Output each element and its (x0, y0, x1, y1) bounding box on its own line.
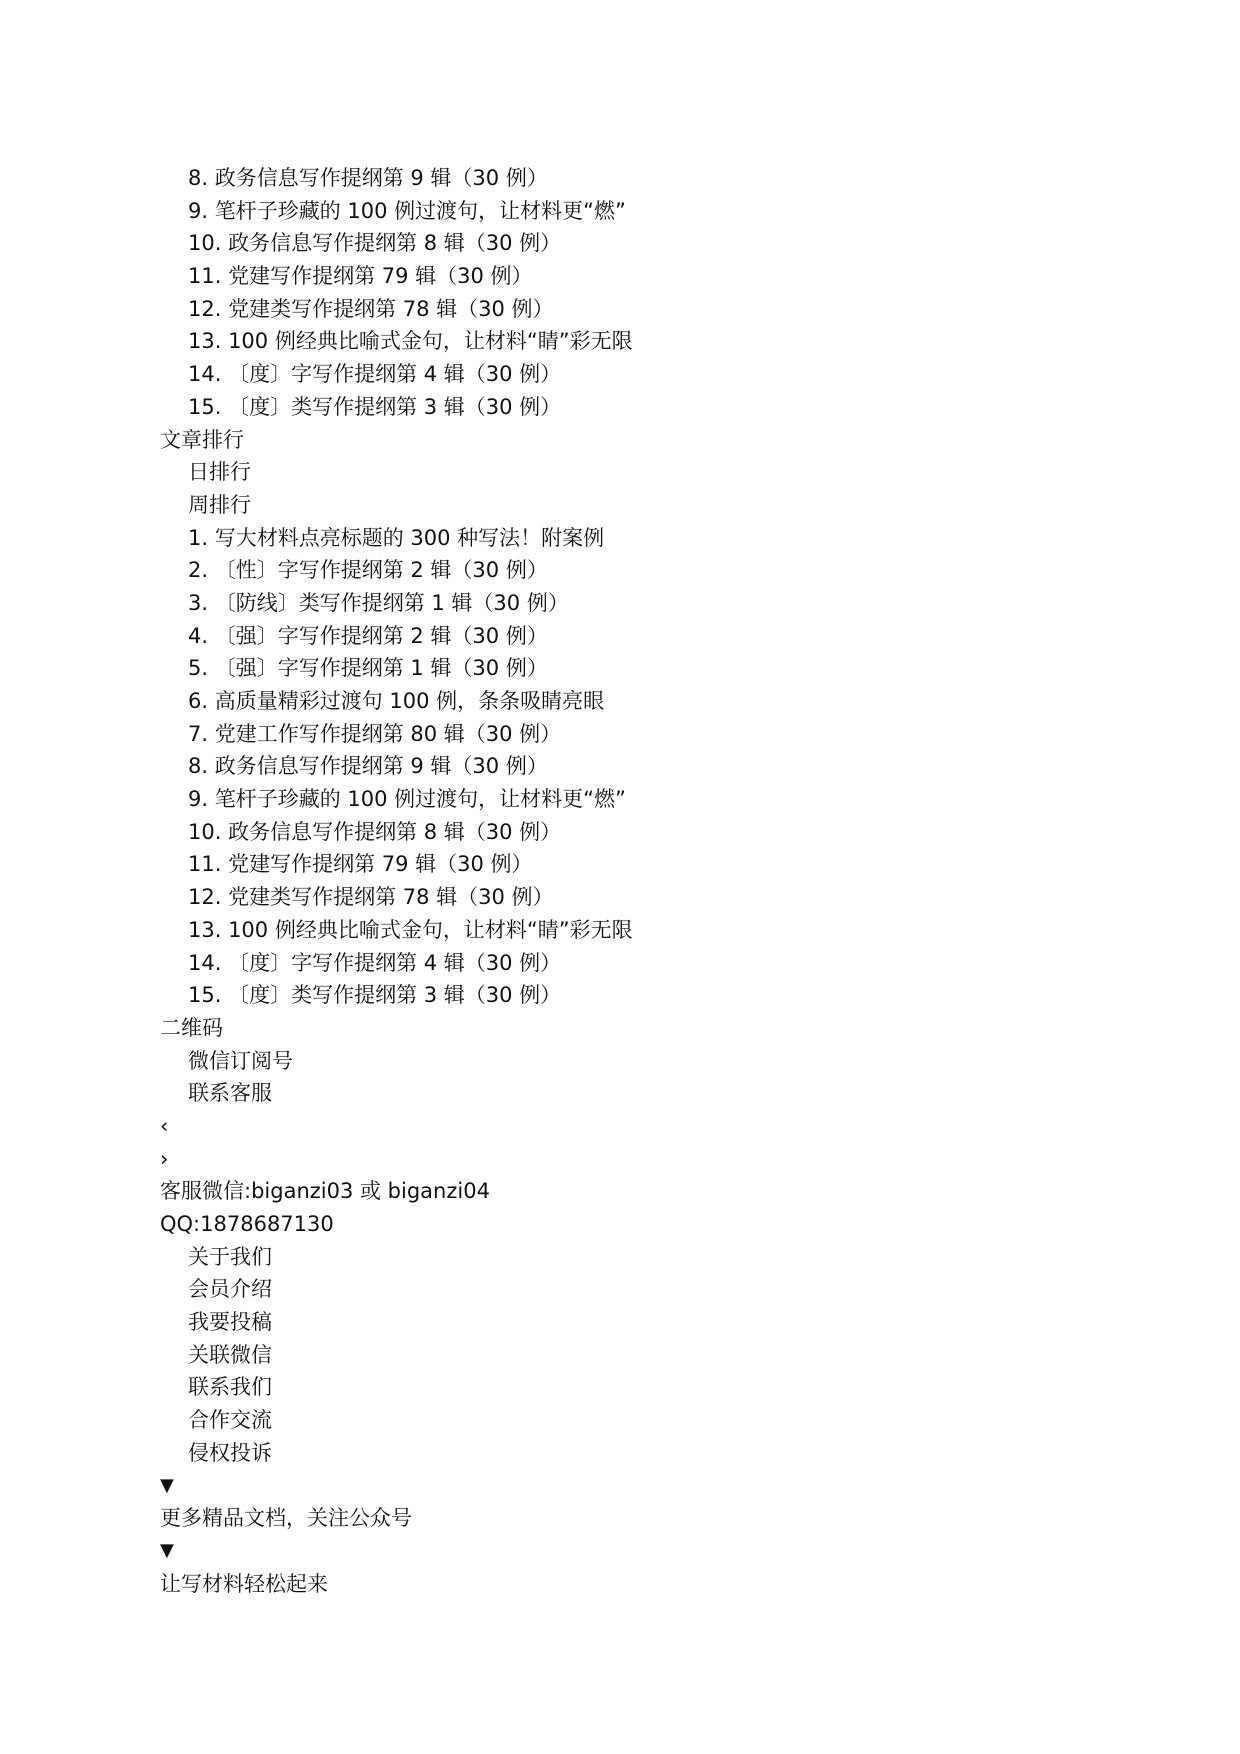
ranking-item[interactable]: 14. 〔度〕字写作提纲第 4 辑（30 例） (188, 950, 562, 975)
ranking-item[interactable]: 9. 笔杆子珍藏的 100 例过渡句，让材料更“燃” (188, 787, 626, 812)
footer-link-membership[interactable]: 会员介绍 (188, 1277, 272, 1302)
down-triangle-icon: ▼ (160, 1539, 174, 1561)
qrcode-section (160, 1012, 1160, 1175)
qq-contact: QQ:1878687130 (160, 1212, 334, 1236)
ranking-item[interactable]: 1. 写大材料点亮标题的 300 种写法！附案例 (188, 525, 605, 550)
ranking-item[interactable]: 3. 〔防线〕类写作提纲第 1 辑（30 例） (188, 590, 569, 615)
list-item[interactable]: 13. 100 例经典比喻式金句，让材料“睛”彩无限 (188, 329, 633, 354)
footer-link-cooperation[interactable]: 合作交流 (188, 1408, 272, 1433)
footer-link-contact[interactable]: 联系我们 (188, 1375, 272, 1400)
ranking-item[interactable]: 8. 政务信息写作提纲第 9 辑（30 例） (188, 754, 548, 779)
ranking-item[interactable]: 10. 政务信息写作提纲第 8 辑（30 例） (188, 819, 562, 844)
list-item[interactable]: 8. 政务信息写作提纲第 9 辑（30 例） (188, 166, 548, 190)
promo-section (160, 1470, 1160, 1601)
ranking-item[interactable]: 15. 〔度〕类写作提纲第 3 辑（30 例） (188, 983, 562, 1008)
list-item[interactable]: 12. 党建类写作提纲第 78 辑（30 例） (188, 296, 554, 321)
footer-link-link-wechat[interactable]: 关联微信 (188, 1342, 272, 1367)
ranking-item[interactable]: 11. 党建写作提纲第 79 辑（30 例） (188, 852, 533, 877)
tab-daily-ranking[interactable]: 日排行 (188, 460, 251, 485)
list-item[interactable]: 11. 党建写作提纲第 79 辑（30 例） (188, 264, 533, 289)
top-article-list (160, 162, 1160, 424)
footer-link-about[interactable]: 关于我们 (188, 1244, 272, 1269)
list-item[interactable]: 14. 〔度〕字写作提纲第 4 辑（30 例） (188, 362, 562, 387)
ranking-item[interactable]: 4. 〔强〕字写作提纲第 2 辑（30 例） (188, 623, 548, 648)
prev-arrow-icon[interactable]: ‹ (160, 1113, 169, 1138)
ranking-section (160, 424, 1160, 1012)
ranking-heading: 文章排行 (160, 427, 244, 452)
list-item[interactable]: 10. 政务信息写作提纲第 8 辑（30 例） (188, 231, 562, 256)
footer-links (160, 1241, 1160, 1470)
footer-link-complaint[interactable]: 侵权投诉 (188, 1440, 272, 1465)
next-arrow-icon[interactable]: › (160, 1146, 169, 1171)
ranking-item[interactable]: 13. 100 例经典比喻式金句，让材料“睛”彩无限 (188, 917, 633, 942)
footer-link-submit[interactable]: 我要投稿 (188, 1310, 272, 1335)
down-triangle-icon: ▼ (160, 1474, 174, 1496)
ranking-item[interactable]: 12. 党建类写作提纲第 78 辑（30 例） (188, 885, 554, 910)
contact-info (160, 1175, 1160, 1240)
ranking-item[interactable]: 7. 党建工作写作提纲第 80 辑（30 例） (188, 721, 562, 746)
list-item[interactable]: 15. 〔度〕类写作提纲第 3 辑（30 例） (188, 394, 562, 419)
wechat-contact: 客服微信:biganzi03 或 biganzi04 (160, 1179, 490, 1204)
promo-text: 更多精品文档，关注公众号 (160, 1506, 412, 1531)
promo-slogan: 让写材料轻松起来 (160, 1571, 328, 1596)
tab-wechat-subscription[interactable]: 微信订阅号 (188, 1048, 293, 1073)
ranking-item[interactable]: 6. 高质量精彩过渡句 100 例，条条吸睛亮眼 (188, 689, 605, 713)
list-item[interactable]: 9. 笔杆子珍藏的 100 例过渡句，让材料更“燃” (188, 198, 626, 223)
tab-weekly-ranking[interactable]: 周排行 (188, 492, 251, 517)
ranking-item[interactable]: 5. 〔强〕字写作提纲第 1 辑（30 例） (188, 656, 548, 681)
document-page (160, 162, 1160, 1600)
tab-contact-service[interactable]: 联系客服 (188, 1081, 272, 1106)
qrcode-heading: 二维码 (160, 1015, 223, 1040)
ranking-item[interactable]: 2. 〔性〕字写作提纲第 2 辑（30 例） (188, 558, 548, 583)
